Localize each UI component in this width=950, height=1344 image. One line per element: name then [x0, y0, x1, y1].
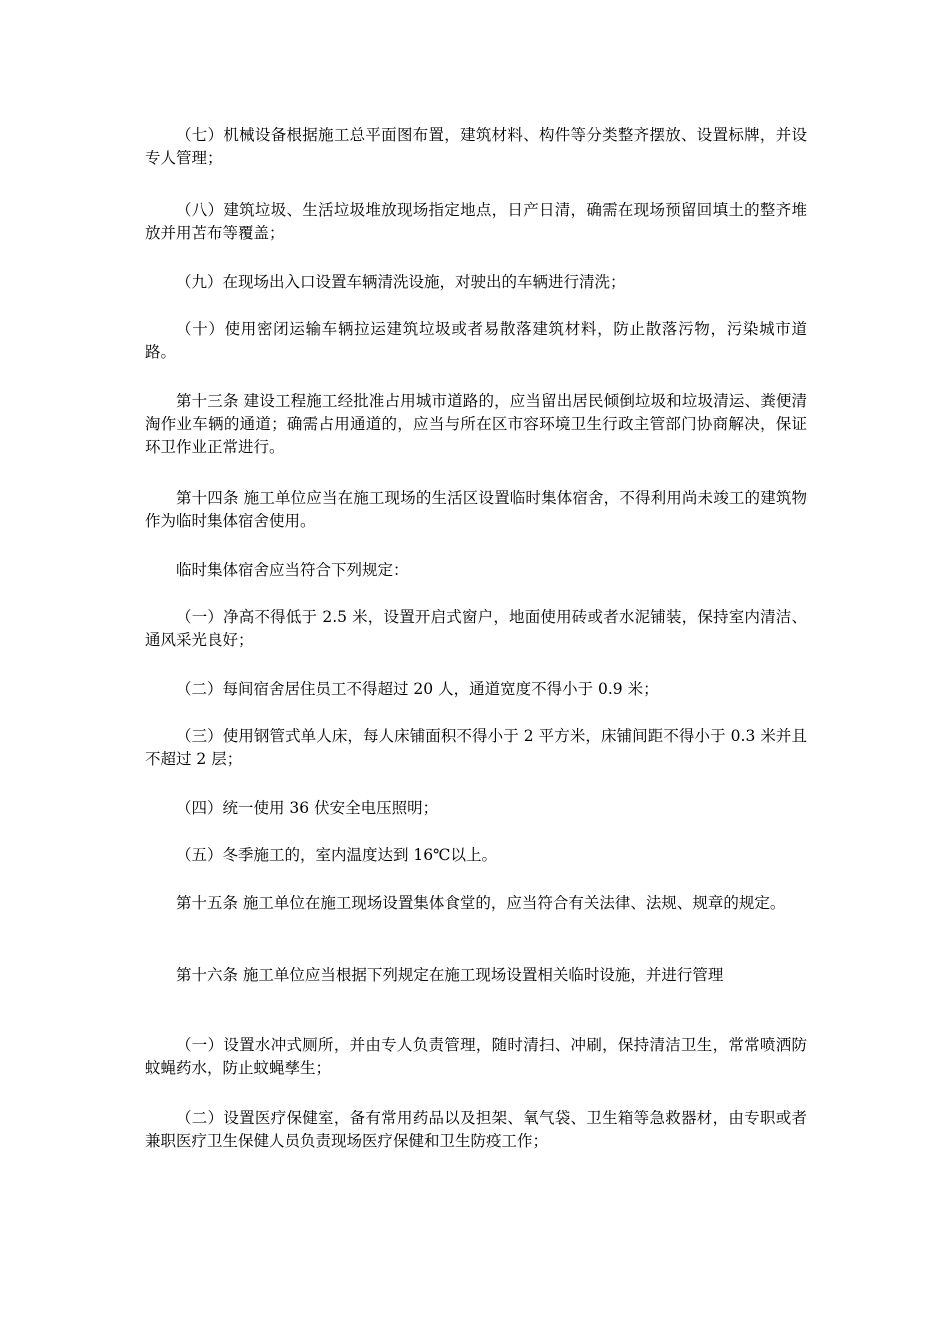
paragraph-article-16: 第十六条 施工单位应当根据下列规定在施工现场设置相关临时设施，并进行管理	[176, 966, 724, 984]
paragraph-dorm-item-3: （三）使用钢管式单人床，每人床铺面积不得小于 2 平方米，床铺间距不得小于 0.3 米并且不超过 2 层；	[145, 727, 807, 768]
paragraph-clause-7: （七）机械设备根据施工总平面图布置，建筑材料、构件等分类整齐摆放、设置标牌，并设专人管理；	[145, 126, 807, 167]
paragraph-article-15: 第十五条 施工单位在施工现场设置集体食堂的，应当符合有关法律、法规、规章的规定。	[176, 894, 786, 912]
paragraph-dorm-item-2: （二）每间宿舍居住员工不得超过 20 人，通道宽度不得小于 0.9 米；	[176, 680, 659, 698]
paragraph-facility-item-2: （二）设置医疗保健室，备有常用药品以及担架、氧气袋、卫生箱等急救器材，由专职或者兼职医疗卫生保健人员负责现场医疗保健和卫生防疫工作；	[145, 1109, 807, 1150]
paragraph-dorm-item-1: （一）净高不得低于 2.5 米，设置开启式窗户，地面使用砖或者水泥铺装，保持室内清洁、通风采光良好；	[145, 608, 807, 649]
paragraph-facility-item-1: （一）设置水冲式厕所，并由专人负责管理，随时清扫、冲刷，保持清洁卫生，常常喷洒防蚊蝇药水，防止蚊蝇孳生；	[145, 1036, 807, 1077]
paragraph-clause-9: （九）在现场出入口设置车辆清洗设施，对驶出的车辆进行清洗；	[176, 273, 626, 291]
paragraph-dorm-item-5: （五）冬季施工的，室内温度达到 16℃以上。	[176, 846, 497, 864]
paragraph-article-13: 第十三条 建设工程施工经批准占用城市道路的，应当留出居民倾倒垃圾和垃圾清运、粪便清淘作业车辆的通道；确需占用通道的，应当与所在区市容环境卫生行政主管部门协商解决，保证环卫作业正常进行。	[145, 392, 807, 456]
paragraph-clause-10: （十）使用密闭运输车辆拉运建筑垃圾或者易散落建筑材料，防止散落污物，污染城市道路。	[145, 320, 807, 361]
paragraph-dormitory-intro: 临时集体宿舍应当符合下列规定：	[176, 561, 409, 579]
paragraph-dorm-item-4: （四）统一使用 36 伏安全电压照明；	[176, 799, 439, 817]
paragraph-article-14: 第十四条 施工单位应当在施工现场的生活区设置临时集体宿舍，不得利用尚未竣工的建筑物作为临时集体宿舍使用。	[145, 489, 807, 530]
paragraph-clause-8: （八）建筑垃圾、生活垃圾堆放现场指定地点，日产日清，确需在现场预留回填土的整齐堆放并用苫布等覆盖；	[145, 201, 807, 242]
